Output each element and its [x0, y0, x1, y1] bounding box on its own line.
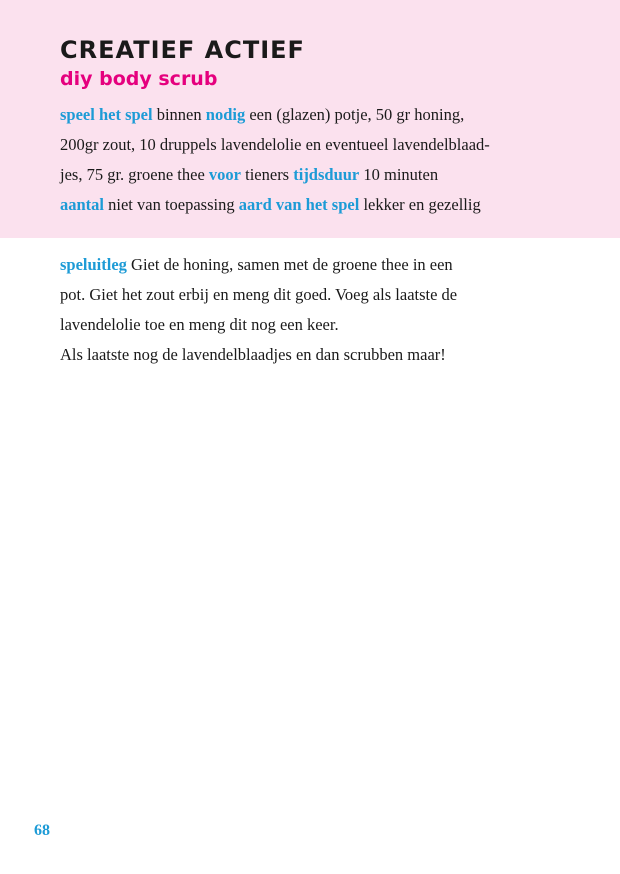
explanation-line-4: Als laatste nog de lavendelblaadjes en dan scrubben maar!: [60, 345, 446, 364]
explanation-line-2: pot. Giet het zout erbij en meng dit goed. Voeg als laatste de: [60, 285, 458, 304]
label-duration: tijdsduur: [293, 165, 360, 184]
label-count: aantal: [60, 195, 105, 214]
game-title: diy body scrub: [60, 68, 218, 90]
label-needed: nodig: [205, 105, 246, 124]
value-count: niet van toepassing: [108, 195, 235, 214]
label-where: speel het spel: [60, 105, 153, 124]
page-number: 68: [34, 822, 50, 839]
info-line-2: [60, 130, 560, 160]
explanation-line-1: [60, 250, 560, 280]
info-line-1: [60, 100, 560, 130]
value-where: binnen: [156, 105, 202, 124]
label-type: aard van het spel: [238, 195, 360, 214]
value-needed-2: 200gr zout, 10 druppels lavendelolie en eventueel lavendelblaad-: [60, 135, 490, 154]
game-info: [60, 100, 560, 220]
value-needed-3: jes, 75 gr. groene thee: [60, 165, 205, 184]
info-line-4: [60, 190, 560, 220]
explanation-line-3: lavendelolie toe en meng dit nog een keer.: [60, 315, 339, 334]
explanation-text-1: Giet de honing, samen met de groene thee in een: [131, 255, 453, 274]
value-duration: 10 minuten: [363, 165, 439, 184]
value-needed-1: een (glazen) potje, 50 gr honing,: [249, 105, 465, 124]
section-title: CREATIEF ACTIEF: [60, 36, 305, 64]
explanation: [60, 250, 560, 370]
info-line-3: [60, 160, 560, 190]
label-for: voor: [208, 165, 241, 184]
label-explanation: speluitleg: [60, 255, 127, 274]
value-for: tieners: [245, 165, 290, 184]
value-type: lekker en gezellig: [363, 195, 481, 214]
